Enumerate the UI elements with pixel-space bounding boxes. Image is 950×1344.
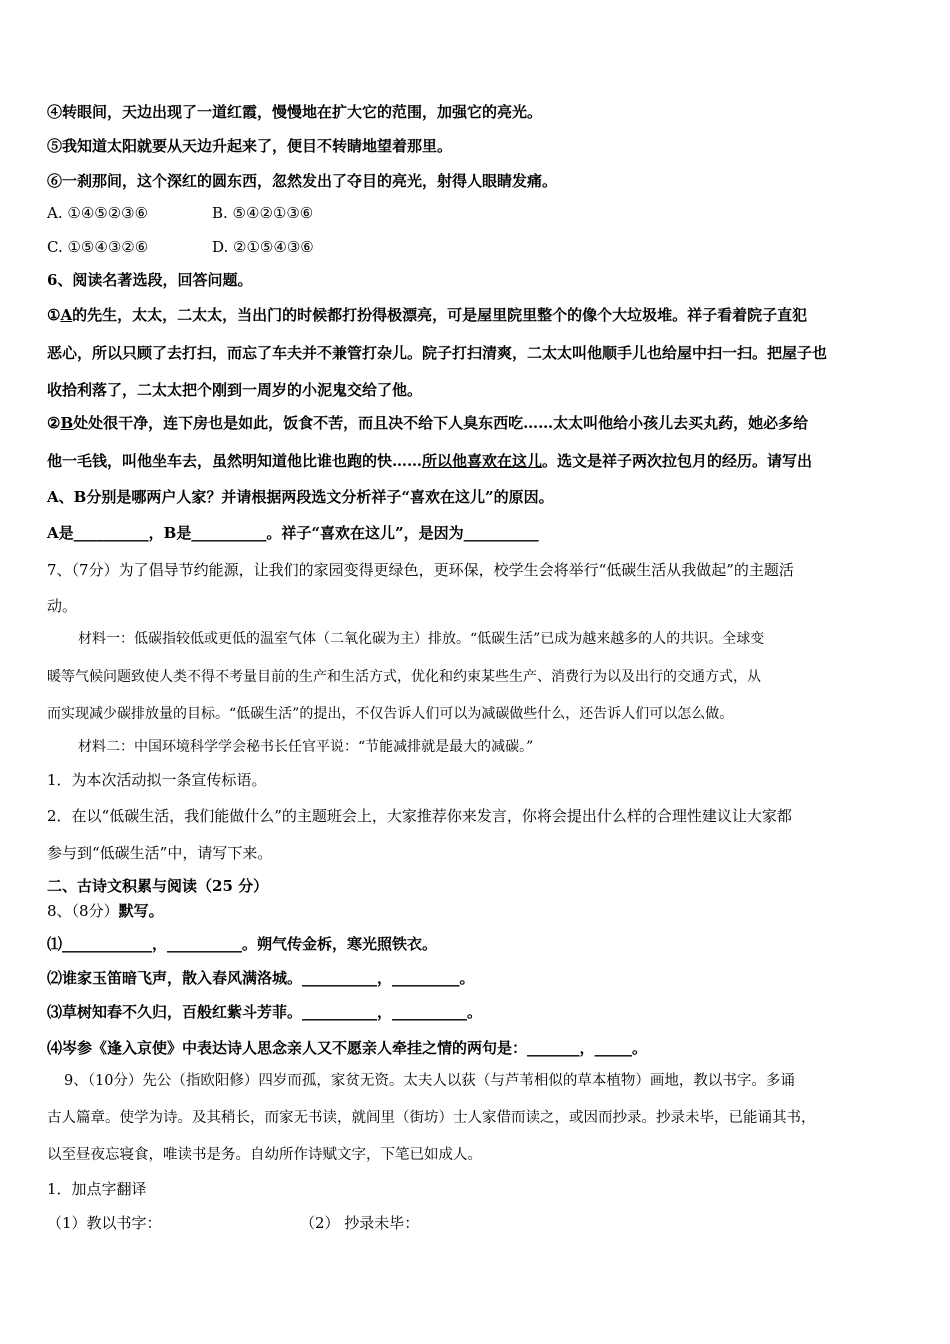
q6-passage-2-text-1: 处处很干净，连下房也是如此，饭食不苦，而且决不给下人臭东西吃……太太叫他给小孩儿去买丸药，她必多给 xyxy=(73,414,809,432)
q6-passage-2-line-1 xyxy=(47,413,808,433)
q8-line-1: ⑴____________，__________。朔气传金柝，寒光照铁衣。 xyxy=(47,935,438,953)
q6-passage-2-underlined: 所以他喜欢在这儿 xyxy=(422,452,543,470)
q6-passage-2-text-2a: 他一毛钱，叫他坐车去，虽然明知道他比谁也跑的快…… xyxy=(47,452,423,470)
q6-passage-2-line-2 xyxy=(47,451,812,471)
q5-item-4: ④转眼间，天边出现了一道红霞，慢慢地在扩大它的范围，加强它的亮光。 xyxy=(47,103,543,121)
q9-line-1: 9、（10分）先公（指欧阳修）四岁而孤，家贫无资。太夫人以荻（与芦苇相似的草本植物）画地，教以书字。多诵 xyxy=(64,1073,795,1089)
q6-passage-1-line-2: 恶心，所以只顾了去打扫，而忘了车夫并不兼管打杂儿。院子打扫清爽，二太太叫他顺手儿也给屋中扫一扫。把屋子也 xyxy=(47,344,828,362)
q7-material-2: 材料二：中国环境科学学会秘书长任官平说：“节能减排就是最大的减碳。” xyxy=(78,739,534,755)
q8-number: 8、（8分） xyxy=(47,902,119,920)
q7-sub-1: 1．为本次活动拟一条宣传标语。 xyxy=(47,771,267,789)
q6-passage-1-text-1: 的先生，太太，二太太，当出门的时候都打扮得极漂亮，可是屋里院里整个的像个大垃圾堆。祥子看着院子直犯 xyxy=(72,306,808,324)
q6-passage-1-mark: ① xyxy=(47,306,61,324)
q7-sub-2-line-1: 2．在以“低碳生活，我们能做什么”的主题班会上，大家推荐你来发言，你将会提出什么样的合理性建议让大家都 xyxy=(47,807,792,825)
q6-passage-2-mark: ② xyxy=(47,414,61,432)
q6-heading: 6、阅读名著选段，回答问题。 xyxy=(47,271,253,289)
q7-line-2: 动。 xyxy=(47,597,78,615)
q8-heading xyxy=(47,901,164,921)
q7-line-1: 7、（7分）为了倡导节约能源，让我们的家园变得更绿色，更环保，校学生会将举行“低碳生活从我做起”的主题活 xyxy=(47,561,794,579)
q6-passage-2-text-2b: 。选文是祥子两次拉包月的经历。请写出 xyxy=(542,452,813,470)
q9-line-3: 以至昼夜忘寝食，唯读书是务。自幼所作诗赋文字，下笔已如成人。 xyxy=(47,1147,482,1163)
q6-answer-blanks: A是__________，B是__________。祥子“喜欢在这儿”，是因为__________ xyxy=(47,524,539,542)
q5-option-c: C. ①⑤④③②⑥ xyxy=(47,238,149,256)
q5-option-d: D. ②①⑤④③⑥ xyxy=(212,238,314,256)
q5-option-b: B. ⑤④②①③⑥ xyxy=(212,204,314,222)
q8-line-3: ⑶草树知春不久归，百般红紫斗芳菲。__________，__________。 xyxy=(47,1003,483,1021)
q7-material-1-line-3: 而实现减少碳排放量的目标。“低碳生活”的提出，不仅告诉人们可以为减碳做些什么，还告诉人们可以怎么做。 xyxy=(47,706,734,722)
section-2-title: 二、古诗文积累与阅读（25 分） xyxy=(47,877,269,895)
q5-item-6: ⑥一刹那间，这个深红的圆东西，忽然发出了夺目的亮光，射得人眼睛发痛。 xyxy=(47,172,558,190)
q5-item-5: ⑤我知道太阳就要从天边升起来了，便目不转睛地望着那里。 xyxy=(47,137,453,155)
q6-question: A、B分别是哪两户人家？并请根据两段选文分析祥子“喜欢在这儿”的原因。 xyxy=(47,488,554,506)
q5-option-a: A. ①④⑤②③⑥ xyxy=(47,204,149,222)
q7-material-1-line-1: 材料一：低碳指较低或更低的温室气体（二氧化碳为主）排放。“低碳生活”已成为越来越多的人的共识。全球变 xyxy=(78,631,765,647)
q9-translate-1: （1）教以书字： xyxy=(47,1214,162,1232)
q6-passage-1-line-3: 收拾利落了，二太太把个刚到一周岁的小泥鬼交给了他。 xyxy=(47,381,423,399)
q9-translate-2: （2） 抄录未毕： xyxy=(300,1214,420,1232)
q6-passage-1-letter: A xyxy=(60,306,73,324)
q6-passage-1-line-1 xyxy=(47,305,807,325)
q9-line-2: 古人篇章。使学为诗。及其稍长，而家无书读，就闾里（街坊）士人家借而读之，或因而抄录。抄录未毕，已能诵其书， xyxy=(47,1110,816,1126)
q6-passage-2-letter: B xyxy=(60,414,74,432)
q7-material-1-line-2: 暖等气候问题致使人类不得不考量目前的生产和生活方式，优化和约束某些生产、消费行为以及出行的交通方式，从 xyxy=(47,669,761,685)
q8-line-2: ⑵谁家玉笛暗飞声，散入春风满洛城。__________，_________。 xyxy=(47,969,475,987)
q8-instruction: 默写。 xyxy=(118,902,164,920)
q8-line-4: ⑷岑参《逢入京使》中表达诗人思念亲人又不愿亲人牵挂之情的两句是：_______，_____。 xyxy=(47,1039,648,1057)
q7-sub-2-line-2: 参与到“低碳生活”中，请写下来。 xyxy=(47,844,273,862)
q9-sub-1: 1．加点字翻译 xyxy=(47,1180,147,1198)
